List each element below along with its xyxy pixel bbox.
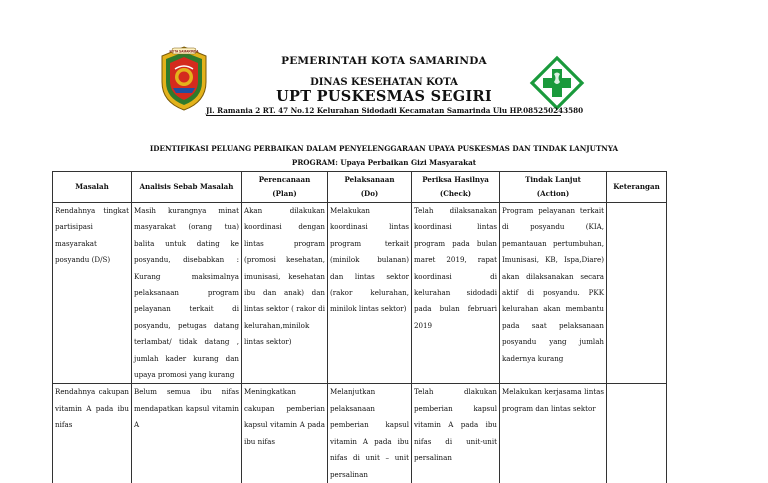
col-header-action — [500, 172, 607, 203]
col-header-masalah: Masalah — [53, 172, 132, 203]
cell-check: Telah dlakukan pemberian kapsul vitamin A pada ibu nifas di unit-unit persalinan — [412, 384, 500, 483]
header-divider — [206, 115, 561, 116]
document-subtitle: PROGRAM: Upaya Perbaikan Gizi Masyarakat — [291, 158, 477, 167]
col-header-check — [412, 172, 500, 203]
cell-keterangan — [607, 203, 667, 384]
col-header-do-label: Pelaksanaan — [344, 175, 395, 184]
col-header-do-sub: (Do) — [360, 189, 379, 198]
improvement-table — [52, 171, 667, 483]
col-header-do — [328, 172, 412, 203]
cell-action: Melakukan kerjasama lintas program dan lintas sektor — [500, 384, 607, 483]
col-header-plan-label: Perencanaan — [258, 175, 311, 184]
cell-do: Melakukan koordinasi lintas program terkait (minilok bulanan) dan lintas sektor (rakor kelurahan, minilok lintas sektor) — [328, 203, 412, 384]
cell-keterangan — [607, 384, 667, 483]
col-header-action-sub: (Action) — [536, 189, 570, 198]
header-government: PEMERINTAH KOTA SAMARINDA — [281, 55, 487, 67]
col-header-keterangan: Keterangan — [607, 172, 667, 203]
table-header-row — [53, 172, 667, 203]
cell-analisis: Belum semua ibu nifas mendapatkan kapsul vitamin A — [132, 384, 242, 483]
cell-plan: Meningkatkan cakupan pemberian kapsul vitamin A pada ibu nifas — [242, 384, 328, 483]
col-header-plan — [242, 172, 328, 203]
header-department: DINAS KESEHATAN KOTA — [310, 77, 458, 88]
cell-analisis: Masih kurangnya minat masyarakat (orang tua) balita untuk dating ke posyandu, disebabkan : Kurang maksimalnya pelaksanaan program pelayanan terkait di posyandu, petugas datang terlambat/ tidak datang , jumlah kader kurang dan upaya promosi yang kurang — [132, 203, 242, 384]
cell-masalah: Rendahnya tingkat partisipasi masyarakat posyandu (D/S) — [53, 203, 132, 384]
header-institution: UPT PUSKESMAS SEGIRI — [276, 88, 492, 105]
document-title: IDENTIFIKASI PELUANG PERBAIKAN DALAM PENYELENGGARAAN UPAYA PUSKESMAS DAN TINDAK LANJUTNYA — [149, 144, 619, 153]
cell-plan: Akan dilakukan koordinasi dengan lintas program (promosi kesehatan, imunisasi, kesehatan ibu dan anak) dan lintas sektor ( rakor di kelurahan,minilok lintas sektor) — [242, 203, 328, 384]
col-header-check-label: Periksa Hasilnya — [422, 175, 489, 184]
table-row — [53, 384, 667, 483]
cell-check: Telah dilaksanakan koordinasi lintas program pada bulan maret 2019, rapat koordinasi di kelurahan sidodadi pada bulan februari 2019 — [412, 203, 500, 384]
col-header-plan-sub: (Plan) — [272, 189, 297, 198]
cell-do: Melanjutkan pelaksanaan pemberian kapsul vitamin A pada ibu nifas di unit – unit persalinan — [328, 384, 412, 483]
emblem-banner-text: KOTA SAMARINDA — [169, 49, 199, 54]
header-address: Jl. Ramania 2 RT. 47 No.12 Kelurahan Sidodadi Kecamatan Samarinda Ulu HP.085250243580 — [206, 106, 584, 115]
table-row — [53, 203, 667, 384]
col-header-analisis: Analisis Sebab Masalah — [132, 172, 242, 203]
cell-masalah: Rendahnya cakupan vitamin A pada ibu nifas — [53, 384, 132, 483]
col-header-action-label: Tindak Lanjut — [525, 175, 581, 184]
cell-action: Program pelayanan terkait di posyandu (KIA, pemantauan pertumbuhan, Imunisasi, KB, Ispa,Diare) akan dilaksanakan secara aktif di posyandu. PKK kelurahan akan membantu pada saat pelaksanaan posyandu yang jumlah kadernya kurang — [500, 203, 607, 384]
col-header-check-sub: (Check) — [439, 189, 472, 198]
